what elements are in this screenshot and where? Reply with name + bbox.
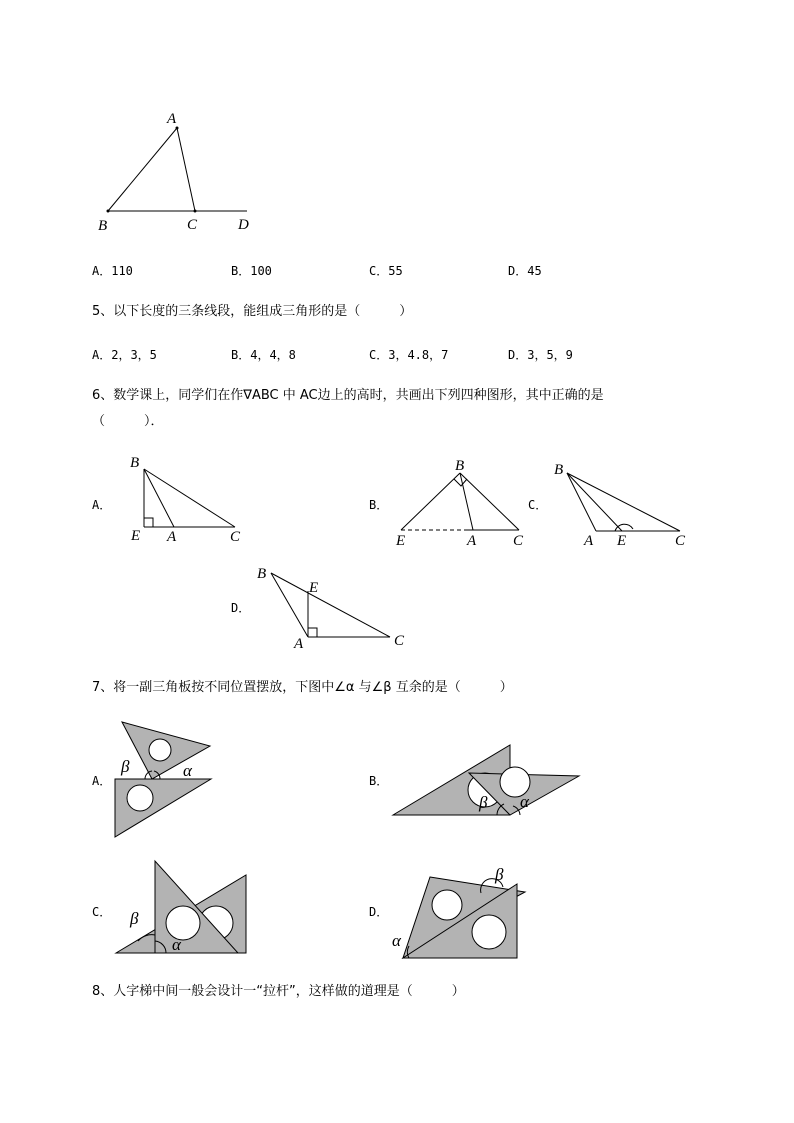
svg-text:C: C [513, 533, 524, 549]
svg-text:E: E [396, 533, 406, 549]
svg-text:C: C [230, 529, 241, 545]
q6-option-b-letter: B． [369, 498, 389, 512]
svg-text:B: B [455, 458, 465, 474]
q5-option-a: A．2，3，5 [92, 348, 157, 362]
svg-text:B: B [257, 566, 267, 582]
q5-option-b: B．4，4，8 [231, 348, 296, 362]
q4-option-a: A．110 [92, 264, 133, 278]
q4-label-C: C [187, 217, 198, 233]
svg-text:C: C [394, 633, 405, 649]
q8-stem: 8、人字梯中间一般会设计一“拉杆”，这样做的道理是（ ） [92, 984, 465, 999]
q4-label-A: A [167, 111, 177, 127]
svg-text:β: β [479, 793, 488, 812]
svg-text:β: β [495, 865, 504, 884]
svg-text:α: α [183, 761, 192, 780]
svg-text:α: α [392, 931, 401, 950]
q5-option-c: C．3，4.8，7 [369, 348, 449, 362]
svg-text:α: α [172, 935, 181, 954]
svg-text:A: A [467, 533, 477, 549]
q4-option-b: B．100 [231, 264, 272, 278]
q4-option-d: D．45 [508, 264, 542, 278]
svg-text:β: β [121, 757, 130, 776]
q6-stem-line2: （ ）． [92, 414, 164, 429]
svg-text:A: A [167, 529, 177, 545]
svg-text:B: B [554, 462, 564, 478]
q7-stem: 7、将一副三角板按不同位置摆放，下图中∠α 与∠β 互余的是（ ） [92, 680, 513, 695]
svg-text:E: E [309, 580, 319, 596]
q7-option-a-letter: A． [92, 774, 112, 788]
svg-text:β: β [130, 909, 139, 928]
q7-figure-b [393, 745, 579, 815]
q7-option-c-letter: C． [92, 905, 112, 919]
q6-option-c-letter: C． [528, 498, 548, 512]
q4-option-c: C．55 [369, 264, 403, 278]
svg-text:α: α [520, 792, 529, 811]
q7-figure-d [392, 865, 525, 958]
svg-text:E: E [131, 528, 141, 544]
svg-text:E: E [617, 533, 627, 549]
q5-stem: 5、以下长度的三条线段，能组成三角形的是（ ） [92, 304, 413, 319]
q6-option-d-letter: D． [231, 601, 251, 615]
svg-text:B: B [130, 455, 140, 471]
q6-option-a-letter: A． [92, 498, 112, 512]
q5-option-d: D．3，5，9 [508, 348, 573, 362]
q7-figure-c [116, 861, 246, 954]
q4-label-B: B [98, 218, 108, 234]
svg-text:C: C [675, 533, 686, 549]
q6-stem-line1: 6、数学课上，同学们在作∇ABC 中 AC边上的高时，共画出下列四种图形，其中正确的是 [92, 388, 604, 403]
q7-figure-a [115, 722, 211, 837]
svg-text:A: A [584, 533, 594, 549]
q7-option-b-letter: B． [369, 774, 389, 788]
q4-label-D: D [238, 217, 249, 233]
q7-option-d-letter: D． [369, 905, 389, 919]
svg-text:A: A [294, 636, 304, 652]
